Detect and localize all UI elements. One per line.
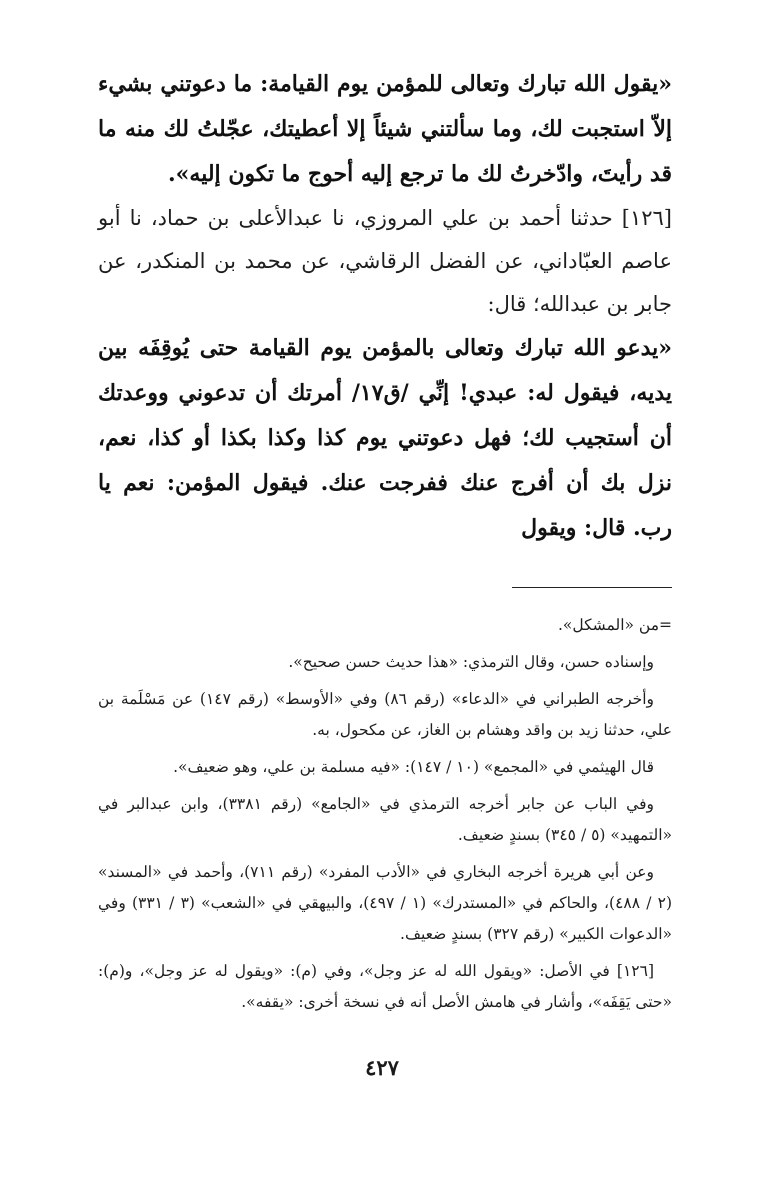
footnote-line: قال الهيثمي في «المجمع» (١٠ / ١٤٧): «فيه مسلمة بن علي، وهو ضعيف». — [173, 758, 654, 776]
hadith-126-isnad: [١٢٦] حدثنا أحمد بن علي المروزي، نا عبدالأعلى بن حماد، نا أبو عاصم العبّاداني، عن الفضل الرقاشي، عن محمد بن المنكدر، عن جابر بن عبدالله؛ قال: — [98, 206, 672, 316]
footnote-line: [١٢٦] في الأصل: «ويقول الله له عز وجل»، وفي (م): «ويقول له عز وجل»، و(م): «حتى يَقِفَه»، وأشار في هامش الأصل أنه في نسخة أخرى: «يقفه». — [98, 962, 672, 1011]
footnotes — [98, 610, 672, 1018]
footnote-divider — [512, 587, 672, 588]
main-text — [98, 62, 672, 551]
footnote-line: وأخرجه الطبراني في «الدعاء» (رقم ٨٦) وفي «الأوسط» (رقم ١٤٧) عن مَسْلَمة بن علي، حدثنا زيد بن واقد وهشام بن الغاز، عن مكحول، به. — [98, 690, 672, 739]
footnote-continuation: =من «المشكل». — [557, 616, 672, 634]
hadith-125-ending: «يقول الله تبارك وتعالى للمؤمن يوم القيامة: ما دعوتني بشيء إلاّ استجبت لك، وما سألتني شيئاً إلا أعطيتك، عجّلتُ لك منه ما قد رأيتَ، وادّخرتُ لك ما ترجع إليه أحوج ما تكون إليه». — [98, 71, 672, 187]
footnote-line: وإسناده حسن، وقال الترمذي: «هذا حديث حسن صحيح». — [288, 653, 654, 671]
footnote-line: وفي الباب عن جابر أخرجه الترمذي في «الجامع» (رقم ٣٣٨١)، وابن عبدالبر في «التمهيد» (٥ / ٣٤٥) بسندٍ ضعيف. — [98, 795, 672, 844]
footnote-line: وعن أبي هريرة أخرجه البخاري في «الأدب المفرد» (رقم ٧١١)، وأحمد في «المسند» (٢ / ٤٨٨)، والحاكم في «المستدرك» (١ / ٤٩٧)، والبيهقي في «الشعب» (٣ / ٣٣١) وفي «الدعوات الكبير» (رقم ٣٢٧) بسندٍ ضعيف. — [98, 863, 672, 943]
page-number: ٤٢٧ — [365, 1055, 399, 1080]
book-page — [98, 62, 672, 1184]
hadith-126-matn: «يدعو الله تبارك وتعالى بالمؤمن يوم القيامة حتى يُوقِفَه بين يديه، فيقول له: عبدي! إنِّي /ق١٧/ أمرتك أن تدعوني ووعدتك أن أستجيب لك؛ فهل دعوتني يوم كذا وكذا بكذا أو كذا، نعم، نزل بك أن أفرج عنك ففرجت عنك. فيقول المؤمن: نعم يا رب. قال: ويقول — [98, 335, 672, 541]
